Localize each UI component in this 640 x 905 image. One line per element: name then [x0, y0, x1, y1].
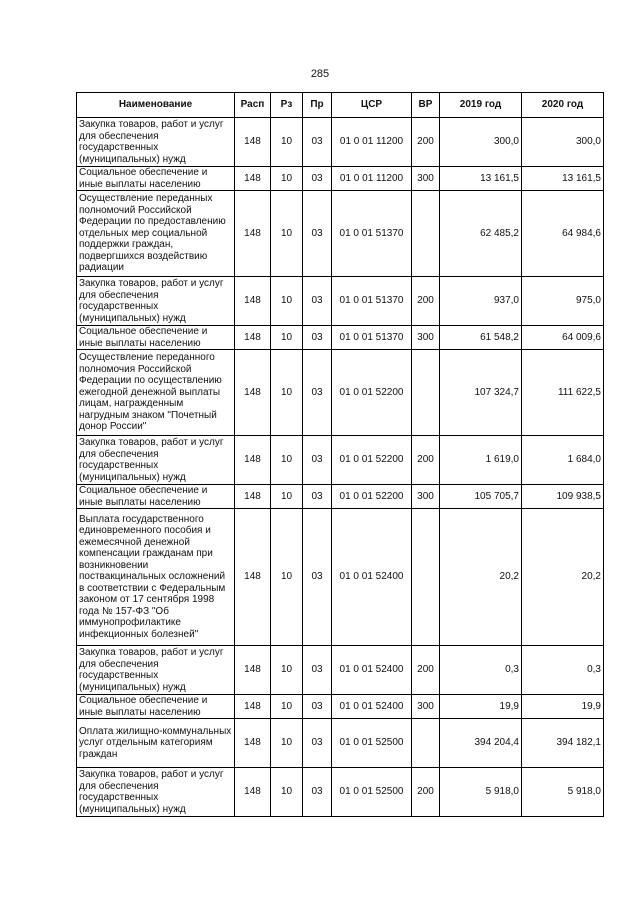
cell-pr: 03 — [303, 719, 332, 768]
cell-pr: 03 — [303, 191, 332, 277]
cell-vr — [412, 719, 440, 768]
cell-csr: 01 0 01 52500 — [332, 768, 412, 817]
cell-csr: 01 0 01 52500 — [332, 719, 412, 768]
table-row — [77, 167, 604, 191]
cell-rz: 10 — [271, 646, 303, 695]
cell-2019: 105 705,7 — [440, 485, 522, 509]
cell-name: Закупка товаров, работ и услуг для обеспечения государственных (муниципальных) нужд — [77, 436, 235, 485]
cell-vr: 300 — [412, 485, 440, 509]
cell-csr: 01 0 01 51370 — [332, 326, 412, 350]
cell-name: Закупка товаров, работ и услуг для обеспечения государственных (муниципальных) нужд — [77, 277, 235, 326]
header-row — [77, 93, 604, 118]
cell-csr: 01 0 01 51370 — [332, 191, 412, 277]
cell-2020: 975,0 — [522, 277, 604, 326]
table-row — [77, 646, 604, 695]
cell-2019: 0,3 — [440, 646, 522, 695]
cell-rz: 10 — [271, 191, 303, 277]
cell-rz: 10 — [271, 768, 303, 817]
cell-2020: 19,9 — [522, 695, 604, 719]
cell-rasp: 148 — [235, 167, 271, 191]
table-row — [77, 191, 604, 277]
cell-name: Осуществление переданного полномочия Российской Федерации по осуществлению ежегодной денежной выплаты лицам, награжденным нагрудным знаком "Почетный донор России" — [77, 350, 235, 436]
cell-2020: 300,0 — [522, 118, 604, 167]
header-rz: Рз — [271, 93, 303, 118]
cell-2020: 64 009,6 — [522, 326, 604, 350]
cell-2019: 5 918,0 — [440, 768, 522, 817]
cell-name: Осуществление переданных полномочий Российской Федерации по предоставлению отдельных мер социальной поддержки граждан, подвергшихся воздействию радиации — [77, 191, 235, 277]
cell-rasp: 148 — [235, 646, 271, 695]
cell-rz: 10 — [271, 350, 303, 436]
cell-name: Социальное обеспечение и иные выплаты населению — [77, 485, 235, 509]
cell-pr: 03 — [303, 695, 332, 719]
cell-csr: 01 0 01 11200 — [332, 167, 412, 191]
cell-vr: 200 — [412, 646, 440, 695]
cell-vr: 200 — [412, 277, 440, 326]
cell-csr: 01 0 01 52400 — [332, 695, 412, 719]
table-row — [77, 277, 604, 326]
cell-vr — [412, 350, 440, 436]
cell-2020: 20,2 — [522, 509, 604, 646]
cell-vr: 200 — [412, 436, 440, 485]
cell-2019: 62 485,2 — [440, 191, 522, 277]
cell-2019: 13 161,5 — [440, 167, 522, 191]
cell-pr: 03 — [303, 436, 332, 485]
cell-vr: 300 — [412, 167, 440, 191]
cell-vr: 300 — [412, 695, 440, 719]
table-row — [77, 768, 604, 817]
cell-rz: 10 — [271, 167, 303, 191]
cell-csr: 01 0 01 11200 — [332, 118, 412, 167]
cell-pr: 03 — [303, 768, 332, 817]
cell-csr: 01 0 01 52400 — [332, 509, 412, 646]
cell-pr: 03 — [303, 326, 332, 350]
cell-2019: 394 204,4 — [440, 719, 522, 768]
cell-rasp: 148 — [235, 485, 271, 509]
cell-rasp: 148 — [235, 191, 271, 277]
cell-2020: 111 622,5 — [522, 350, 604, 436]
header-2019: 2019 год — [440, 93, 522, 118]
cell-pr: 03 — [303, 118, 332, 167]
cell-name: Социальное обеспечение и иные выплаты населению — [77, 695, 235, 719]
table-row — [77, 436, 604, 485]
cell-rasp: 148 — [235, 118, 271, 167]
cell-rasp: 148 — [235, 326, 271, 350]
cell-2020: 394 182,1 — [522, 719, 604, 768]
cell-name: Социальное обеспечение и иные выплаты населению — [77, 326, 235, 350]
cell-2019: 107 324,7 — [440, 350, 522, 436]
table-body — [77, 118, 604, 817]
cell-2020: 109 938,5 — [522, 485, 604, 509]
table-row — [77, 485, 604, 509]
cell-csr: 01 0 01 52200 — [332, 485, 412, 509]
cell-2019: 300,0 — [440, 118, 522, 167]
header-rasp: Расп — [235, 93, 271, 118]
cell-csr: 01 0 01 51370 — [332, 277, 412, 326]
cell-vr — [412, 509, 440, 646]
table-row — [77, 719, 604, 768]
cell-vr: 200 — [412, 768, 440, 817]
cell-vr: 300 — [412, 326, 440, 350]
header-csr: ЦСР — [332, 93, 412, 118]
cell-rz: 10 — [271, 326, 303, 350]
cell-2020: 5 918,0 — [522, 768, 604, 817]
page-number: 285 — [310, 68, 330, 80]
cell-rasp: 148 — [235, 350, 271, 436]
cell-name: Закупка товаров, работ и услуг для обеспечения государственных (муниципальных) нужд — [77, 768, 235, 817]
cell-rasp: 148 — [235, 436, 271, 485]
table-row — [77, 350, 604, 436]
cell-pr: 03 — [303, 350, 332, 436]
header-2020: 2020 год — [522, 93, 604, 118]
cell-2020: 64 984,6 — [522, 191, 604, 277]
cell-2019: 61 548,2 — [440, 326, 522, 350]
cell-rz: 10 — [271, 436, 303, 485]
cell-name: Закупка товаров, работ и услуг для обеспечения государственных (муниципальных) нужд — [77, 646, 235, 695]
cell-vr: 200 — [412, 118, 440, 167]
table-row — [77, 695, 604, 719]
cell-rasp: 148 — [235, 277, 271, 326]
header-name: Наименование — [77, 93, 235, 118]
cell-pr: 03 — [303, 485, 332, 509]
cell-csr: 01 0 01 52200 — [332, 350, 412, 436]
table-row — [77, 118, 604, 167]
cell-pr: 03 — [303, 509, 332, 646]
cell-rz: 10 — [271, 719, 303, 768]
cell-name: Социальное обеспечение и иные выплаты населению — [77, 167, 235, 191]
header-vr: ВР — [412, 93, 440, 118]
cell-rz: 10 — [271, 277, 303, 326]
cell-2020: 0,3 — [522, 646, 604, 695]
table-row — [77, 326, 604, 350]
cell-rz: 10 — [271, 509, 303, 646]
cell-pr: 03 — [303, 646, 332, 695]
cell-rasp: 148 — [235, 768, 271, 817]
cell-2019: 1 619,0 — [440, 436, 522, 485]
cell-csr: 01 0 01 52200 — [332, 436, 412, 485]
cell-name: Выплата государственного единовременного пособия и ежемесячной денежной компенсации гражданам при возникновении поствакцинальных осложнений в соответствии с Федеральным законом от 17 сентября 1998 года № 157-ФЗ "Об иммунопрофилактике инфекционных болезней" — [77, 509, 235, 646]
table-row — [77, 509, 604, 646]
cell-name: Оплата жилищно-коммунальных услуг отдельным категориям граждан — [77, 719, 235, 768]
cell-2020: 13 161,5 — [522, 167, 604, 191]
cell-pr: 03 — [303, 167, 332, 191]
cell-rasp: 148 — [235, 719, 271, 768]
cell-name: Закупка товаров, работ и услуг для обеспечения государственных (муниципальных) нужд — [77, 118, 235, 167]
cell-2019: 937,0 — [440, 277, 522, 326]
cell-rz: 10 — [271, 485, 303, 509]
cell-rasp: 148 — [235, 509, 271, 646]
cell-csr: 01 0 01 52400 — [332, 646, 412, 695]
header-pr: Пр — [303, 93, 332, 118]
cell-2020: 1 684,0 — [522, 436, 604, 485]
cell-pr: 03 — [303, 277, 332, 326]
budget-table — [76, 92, 604, 817]
cell-2019: 19,9 — [440, 695, 522, 719]
cell-rz: 10 — [271, 118, 303, 167]
cell-2019: 20,2 — [440, 509, 522, 646]
cell-rasp: 148 — [235, 695, 271, 719]
cell-rz: 10 — [271, 695, 303, 719]
cell-vr — [412, 191, 440, 277]
